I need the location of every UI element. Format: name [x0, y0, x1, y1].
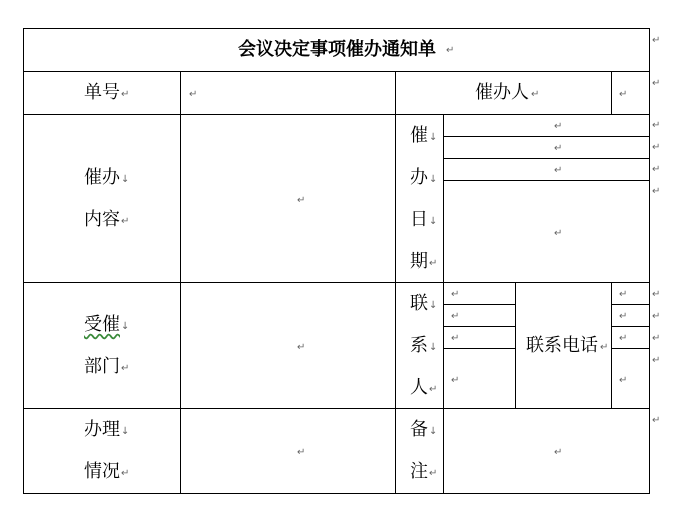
label-content-1: 催办: [84, 167, 120, 188]
label-status-2: 情况: [84, 461, 120, 482]
dept-2-return-mark: ↵: [121, 363, 130, 374]
label-phone: 联系电话: [526, 335, 598, 356]
dept-1-down-mark: ↓: [121, 321, 130, 332]
contact-col-a: [515, 282, 516, 408]
col-divider-handler: [611, 71, 612, 114]
row-end-mark-7: ↵: [652, 289, 661, 300]
row-end-mark-5: ↵: [652, 164, 661, 175]
row-end-mark-4: ↵: [652, 142, 661, 153]
phone-value-4[interactable]: ↵: [619, 375, 628, 386]
contact-subrow-3r: [611, 348, 650, 349]
label-date-3: 日: [410, 209, 428, 230]
date-1-down-mark: ↓: [429, 132, 438, 143]
phone-value-1[interactable]: ↵: [619, 289, 628, 300]
label-note-1: 备: [410, 419, 428, 440]
label-note-2: 注: [410, 461, 428, 482]
row-end-mark-11: ↵: [652, 415, 661, 426]
content-value[interactable]: ↵: [297, 195, 306, 206]
date-subrow-3: [443, 180, 650, 181]
contact-subrow-3l: [443, 348, 515, 349]
col-divider-2: [395, 71, 396, 494]
label-dept-2: 部门: [84, 356, 120, 377]
date-subrow-1: [443, 136, 650, 137]
contact-value-1[interactable]: ↵: [451, 289, 460, 300]
handler-return-mark: ↵: [531, 89, 540, 100]
date-2-down-mark: ↓: [429, 174, 438, 185]
date-value-3[interactable]: ↵: [554, 165, 563, 176]
row-divider-order: [23, 114, 650, 115]
row-end-mark-3: ↵: [652, 120, 661, 131]
row-end-mark-1: ↵: [652, 35, 661, 46]
dept-value[interactable]: ↵: [297, 342, 306, 353]
note-value[interactable]: ↵: [554, 447, 563, 458]
label-status-1: 办理: [84, 419, 120, 440]
row-divider-dept: [23, 408, 650, 409]
row-end-mark-10: ↵: [652, 355, 661, 366]
col-divider-1: [180, 71, 181, 494]
label-contact-1: 联: [410, 293, 428, 314]
contact-subrow-2r: [611, 326, 650, 327]
label-date-1: 催: [410, 125, 428, 146]
contact-value-3[interactable]: ↵: [451, 333, 460, 344]
content-2-return-mark: ↵: [121, 216, 130, 227]
note-1-down-mark: ↓: [429, 426, 438, 437]
row-end-mark-9: ↵: [652, 333, 661, 344]
order-no-value[interactable]: ↵: [189, 89, 198, 100]
phone-return-mark: ↵: [600, 342, 609, 353]
phone-value-2[interactable]: ↵: [619, 311, 628, 322]
contact-col-b: [611, 282, 612, 408]
form-title: 会议决定事项催办通知单: [238, 39, 436, 60]
contact-subrow-2l: [443, 326, 515, 327]
phone-value-3[interactable]: ↵: [619, 333, 628, 344]
row-end-mark-8: ↵: [652, 311, 661, 322]
label-contact-2: 系: [410, 335, 428, 356]
row-divider-content: [23, 282, 650, 283]
title-return-mark: ↵: [446, 45, 455, 56]
label-date-2: 办: [410, 167, 428, 188]
contact-1-down-mark: ↓: [429, 300, 438, 311]
contact-2-down-mark: ↓: [429, 342, 438, 353]
content-1-down-mark: ↓: [121, 174, 130, 185]
contact-value-4[interactable]: ↵: [451, 375, 460, 386]
date-4-return-mark: ↵: [429, 258, 438, 269]
note-2-return-mark: ↵: [429, 468, 438, 479]
label-contact-3: 人: [410, 377, 428, 398]
label-content-2: 内容: [84, 209, 120, 230]
status-2-return-mark: ↵: [121, 468, 130, 479]
contact-3-return-mark: ↵: [429, 384, 438, 395]
handler-value[interactable]: ↵: [619, 89, 628, 100]
status-value[interactable]: ↵: [297, 447, 306, 458]
date-value-2[interactable]: ↵: [554, 143, 563, 154]
date-subrow-2: [443, 158, 650, 159]
date-value-4[interactable]: ↵: [554, 228, 563, 239]
order-no-return-mark: ↵: [121, 89, 130, 100]
label-date-4: 期: [410, 251, 428, 272]
row-end-mark-2: ↵: [652, 78, 661, 89]
status-1-down-mark: ↓: [121, 426, 130, 437]
label-dept-1: 受催: [84, 314, 120, 335]
contact-value-2[interactable]: ↵: [451, 311, 460, 322]
row-end-mark-6: ↵: [652, 186, 661, 197]
label-handler: 催办人: [475, 82, 529, 103]
date-3-down-mark: ↓: [429, 216, 438, 227]
contact-subrow-1r: [611, 304, 650, 305]
contact-subrow-1l: [443, 304, 515, 305]
row-divider-title: [23, 71, 650, 72]
date-value-1[interactable]: ↵: [554, 121, 563, 132]
label-order-no: 单号: [84, 82, 120, 103]
